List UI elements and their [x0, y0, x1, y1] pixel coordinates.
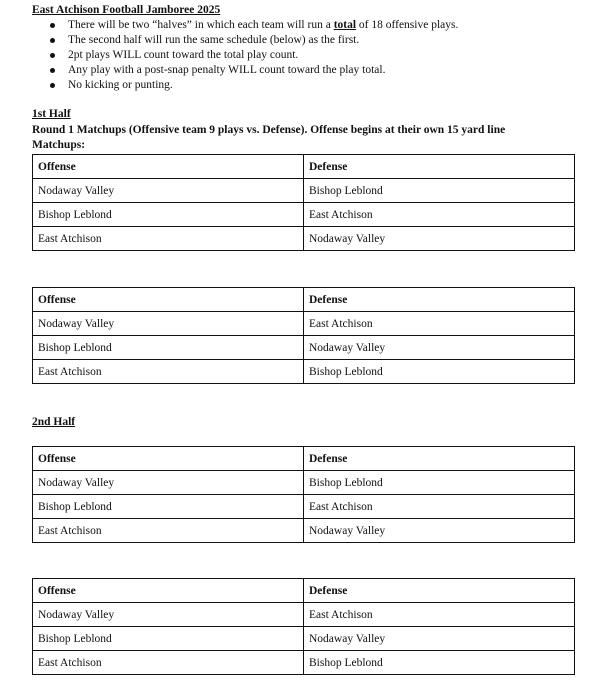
- defense-cell: East Atchison: [304, 312, 575, 336]
- matchup-table-2: [32, 287, 575, 384]
- defense-cell: East Atchison: [304, 203, 575, 227]
- rule-item: The second half will run the same schedule (below) as the first.: [50, 33, 458, 48]
- defense-cell: East Atchison: [304, 495, 575, 519]
- defense-cell: Nodaway Valley: [304, 336, 575, 360]
- rule-item: No kicking or punting.: [50, 78, 458, 93]
- defense-cell: Bishop Leblond: [304, 179, 575, 203]
- offense-header: Offense: [33, 288, 304, 312]
- matchup-table-1: [32, 154, 575, 251]
- offense-cell: Bishop Leblond: [33, 203, 304, 227]
- defense-cell: Nodaway Valley: [304, 627, 575, 651]
- defense-cell: Bishop Leblond: [304, 471, 575, 495]
- offense-cell: Bishop Leblond: [33, 495, 304, 519]
- second-half-heading: 2nd Half: [32, 416, 76, 428]
- offense-cell: East Atchison: [33, 519, 304, 543]
- defense-cell: East Atchison: [304, 603, 575, 627]
- offense-cell: Nodaway Valley: [33, 471, 304, 495]
- matchups-label: Matchups:: [32, 139, 86, 151]
- rule-item: 2pt plays WILL count toward the total play count.: [50, 48, 458, 63]
- offense-cell: Nodaway Valley: [33, 603, 304, 627]
- offense-cell: Nodaway Valley: [33, 179, 304, 203]
- offense-cell: Nodaway Valley: [33, 312, 304, 336]
- offense-header: Offense: [33, 579, 304, 603]
- offense-cell: Bishop Leblond: [33, 336, 304, 360]
- matchup-table-4: [32, 578, 575, 675]
- document-title: East Atchison Football Jamboree 2025: [32, 4, 221, 16]
- rules-list: [50, 18, 458, 93]
- offense-header: Offense: [33, 155, 304, 179]
- rule-item: Any play with a post-snap penalty WILL count toward the play total.: [50, 63, 458, 78]
- defense-cell: Nodaway Valley: [304, 519, 575, 543]
- defense-header: Defense: [304, 155, 575, 179]
- defense-header: Defense: [304, 579, 575, 603]
- offense-cell: East Atchison: [33, 360, 304, 384]
- matchup-table-3: [32, 446, 575, 543]
- defense-cell: Nodaway Valley: [304, 227, 575, 251]
- defense-cell: Bishop Leblond: [304, 651, 575, 675]
- rule-item: There will be two “halves” in which each team will run a total of 18 offensive plays.: [50, 18, 458, 33]
- offense-cell: East Atchison: [33, 651, 304, 675]
- defense-header: Defense: [304, 288, 575, 312]
- offense-cell: East Atchison: [33, 227, 304, 251]
- offense-cell: Bishop Leblond: [33, 627, 304, 651]
- round-description: Round 1 Matchups (Offensive team 9 plays vs. Defense). Offense begins at their own 15 yard line: [32, 124, 506, 136]
- offense-header: Offense: [33, 447, 304, 471]
- defense-header: Defense: [304, 447, 575, 471]
- defense-cell: Bishop Leblond: [304, 360, 575, 384]
- first-half-heading: 1st Half: [32, 108, 71, 120]
